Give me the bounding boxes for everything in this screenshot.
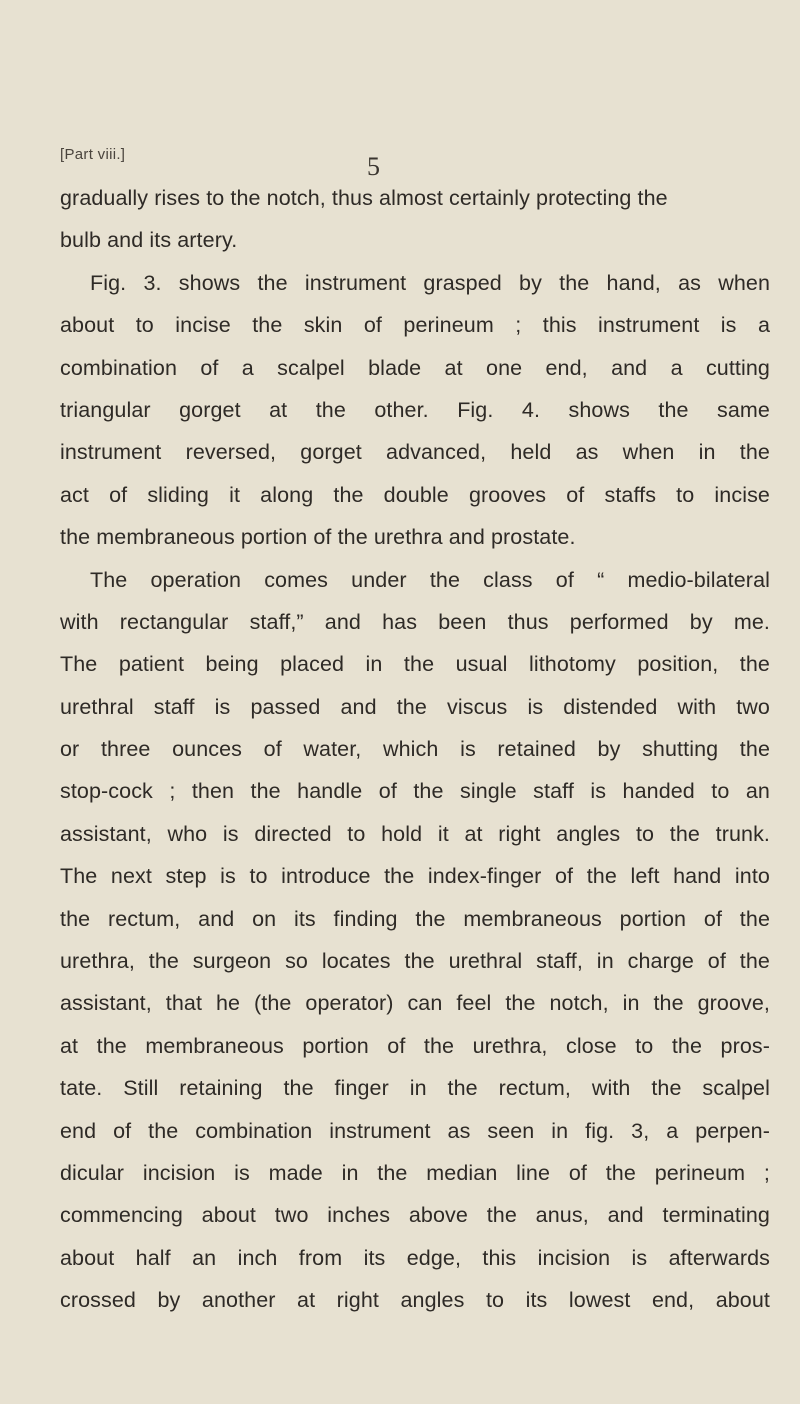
- page-number: 5: [367, 152, 380, 181]
- text-line: end of the combination instrument as seen in fig. 3, a perpen-: [60, 1118, 770, 1143]
- text-line: The operation comes under the class of “ medio-bilateral: [90, 567, 770, 592]
- text-line: stop-cock ; then the handle of the single staff is handed to an: [60, 779, 770, 804]
- text-line: about half an inch from its edge, this incision is afterwards: [60, 1245, 770, 1270]
- text-line: with rectangular staff,” and has been thus performed by me.: [60, 609, 770, 634]
- text-line: crossed by another at right angles to its lowest end, about: [60, 1288, 770, 1313]
- text-line: the rectum, and on its finding the membraneous portion of the: [60, 906, 770, 931]
- text-line: gradually rises to the notch, thus almost certainly protecting the: [60, 186, 668, 210]
- part-label: [Part viii.]: [60, 146, 126, 163]
- text-line: The patient being placed in the usual lithotomy position, the: [60, 652, 770, 677]
- text-line: urethra, the surgeon so locates the urethral staff, in charge of the: [60, 949, 770, 974]
- text-line: bulb and its artery.: [60, 228, 238, 253]
- text-line: The next step is to introduce the index-finger of the left hand into: [60, 864, 770, 889]
- text-line: combination of a scalpel blade at one end, and a cutting: [60, 355, 770, 380]
- body-text: [60, 177, 770, 1322]
- text-line: dicular incision is made in the median line of the perineum ;: [60, 1160, 770, 1185]
- text-line: Fig. 3. shows the instrument grasped by the hand, as when: [90, 270, 770, 295]
- text-line: commencing about two inches above the anus, and terminating: [60, 1203, 770, 1228]
- text-line: act of sliding it along the double grooves of staffs to incise: [60, 482, 770, 507]
- text-line: instrument reversed, gorget advanced, held as when in the: [60, 440, 770, 465]
- text-line: triangular gorget at the other. Fig. 4. shows the same: [60, 397, 770, 422]
- text-line: assistant, that he (the operator) can feel the notch, in the groove,: [60, 991, 770, 1016]
- text-line: or three ounces of water, which is retained by shutting the: [60, 737, 770, 762]
- text-line: assistant, who is directed to hold it at right angles to the trunk.: [60, 821, 770, 846]
- text-line: the membraneous portion of the urethra and prostate.: [60, 525, 576, 550]
- text-line: urethral staff is passed and the viscus is distended with two: [60, 694, 770, 719]
- text-line: tate. Still retaining the finger in the rectum, with the scalpel: [60, 1076, 770, 1101]
- text-line: at the membraneous portion of the urethra, close to the pros-: [60, 1033, 770, 1058]
- text-line: about to incise the skin of perineum ; this instrument is a: [60, 313, 770, 338]
